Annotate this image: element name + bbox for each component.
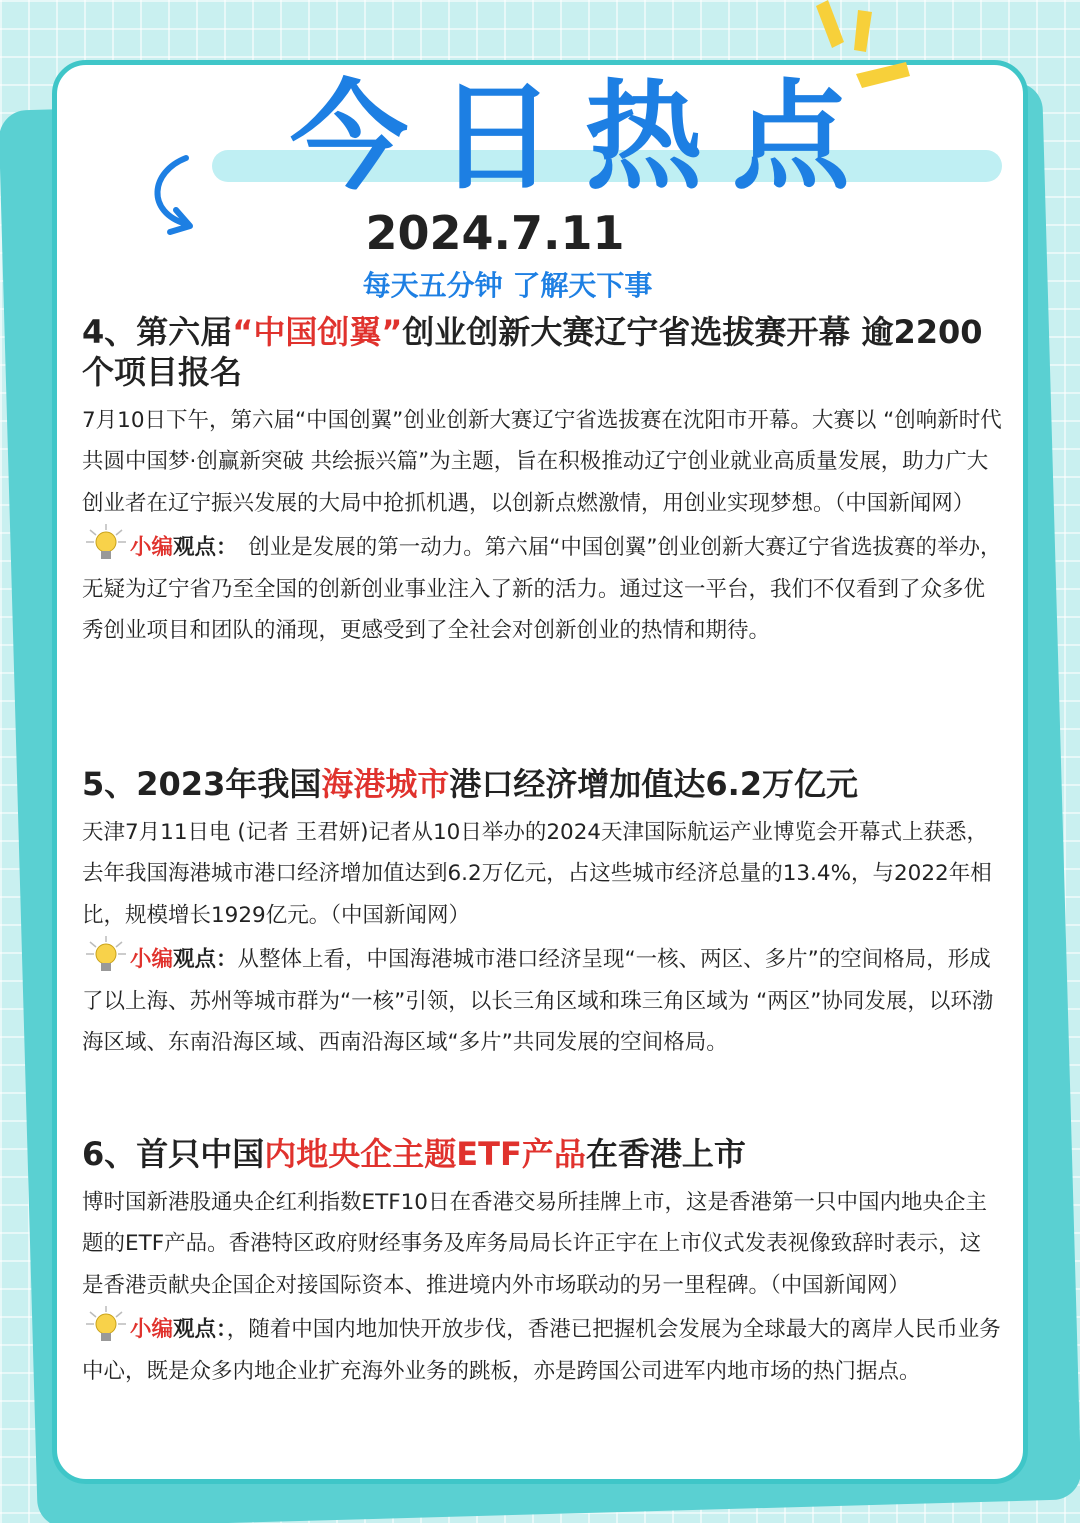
lightbulb-icon <box>82 936 130 976</box>
title-text: 5、2023年我国 <box>82 765 322 803</box>
view-text: 从整体上看，中国海港城市港口经济呈现“一核、两区、多片”的空间格局，形成了以上海、苏州等城市群为“一核”引领，以长三角区域和珠三角区域为 “两区”协同发展，以环渤海区域、东南沿海区域、西南沿海区域“多片”共同发展的空间格局。 <box>82 947 994 1056</box>
title-text: 港口经济增加值达6.2万亿元 <box>449 765 859 803</box>
title-text: 在香港上市 <box>585 1135 746 1173</box>
view-label-red: 小编 <box>130 947 174 973</box>
news-item <box>82 764 1002 1063</box>
title-text: 4、第六届 <box>82 313 233 351</box>
title-highlight: 内地央企主题ETF产品 <box>264 1135 586 1173</box>
title-char: 今 <box>290 68 409 206</box>
news-body: 7月10日下午，第六届“中国创翼”创业创新大赛辽宁省选拔赛在沈阳市开幕。大赛以 “创响新时代 共圆中国梦·创赢新突破 共绘振兴篇”为主题，旨在积极推动辽宁创业就业高质量发展，助力广大创业者在辽宁振兴发展的大局中抢抓机遇，以创新点燃激情，用创业实现梦想。（中国新闻网） <box>82 408 1002 516</box>
news-item <box>82 312 1002 651</box>
news-body: 博时国新港股通央企红利指数ETF10日在香港交易所挂牌上市，这是香港第一只中国内地央企主题的ETF产品。香港特区政府财经事务及库务局局长许正宇在上市仪式发表视像致辞时表示，这是香港贡献央企国企对接国际资本、推进境内外市场联动的另一里程碑。（中国新闻网） <box>82 1190 987 1298</box>
news-body: 天津7月11日电 (记者 王君妍)记者从10日举办的2024天津国际航运产业博览会开幕式上获悉，去年我国海港城市港口经济增加值达到6.2万亿元，占这些城市经济总量的13.4%，与2022年相比，规模增长1929亿元。（中国新闻网） <box>82 820 992 928</box>
page-title <box>290 62 850 206</box>
title-highlight: 海港城市 <box>321 765 450 803</box>
view-label: 观点： <box>173 1317 227 1343</box>
editor-view <box>82 524 1002 651</box>
title-text: 6、首只中国 <box>82 1135 265 1173</box>
view-label: 观点： <box>173 947 238 973</box>
title-char: 点 <box>731 68 850 206</box>
news-title <box>82 764 1002 804</box>
title-text: 创业创新大赛辽宁省选拔赛开幕 逾2200个项目报名 <box>82 313 983 391</box>
editor-view <box>82 936 1002 1063</box>
lightbulb-icon <box>82 1306 130 1346</box>
view-text: ，随着中国内地加快开放步伐，香港已把握机会发展为全球最大的离岸人民币业务中心，既是众多内地企业扩充海外业务的跳板，亦是跨国公司进军内地市场的热门据点。 <box>82 1317 1001 1384</box>
editor-view <box>82 1306 1002 1392</box>
view-label-red: 小编 <box>130 535 174 561</box>
news-title <box>82 312 1002 392</box>
title-char: 日 <box>437 68 556 206</box>
title-char: 热 <box>584 68 703 206</box>
title-highlight: “中国创翼” <box>232 313 403 351</box>
view-label: 观点： <box>173 535 227 561</box>
view-text: 创业是发展的第一动力。第六届“中国创翼”创业创新大赛辽宁省选拔赛的举办，无疑为辽宁省乃至全国的创新创业事业注入了新的活力。通过这一平台，我们不仅看到了众多优秀创业项目和团队的涌现，更感受到了全社会对创新创业的热情和期待。 <box>82 535 1002 644</box>
subtitle: 每天五分钟 了解天下事 <box>362 269 653 302</box>
date-label: 2024.7.11 <box>365 206 625 260</box>
view-label-red: 小编 <box>130 1317 174 1343</box>
news-item <box>82 1134 1002 1392</box>
lightbulb-icon <box>82 524 130 564</box>
news-title <box>82 1134 1002 1174</box>
